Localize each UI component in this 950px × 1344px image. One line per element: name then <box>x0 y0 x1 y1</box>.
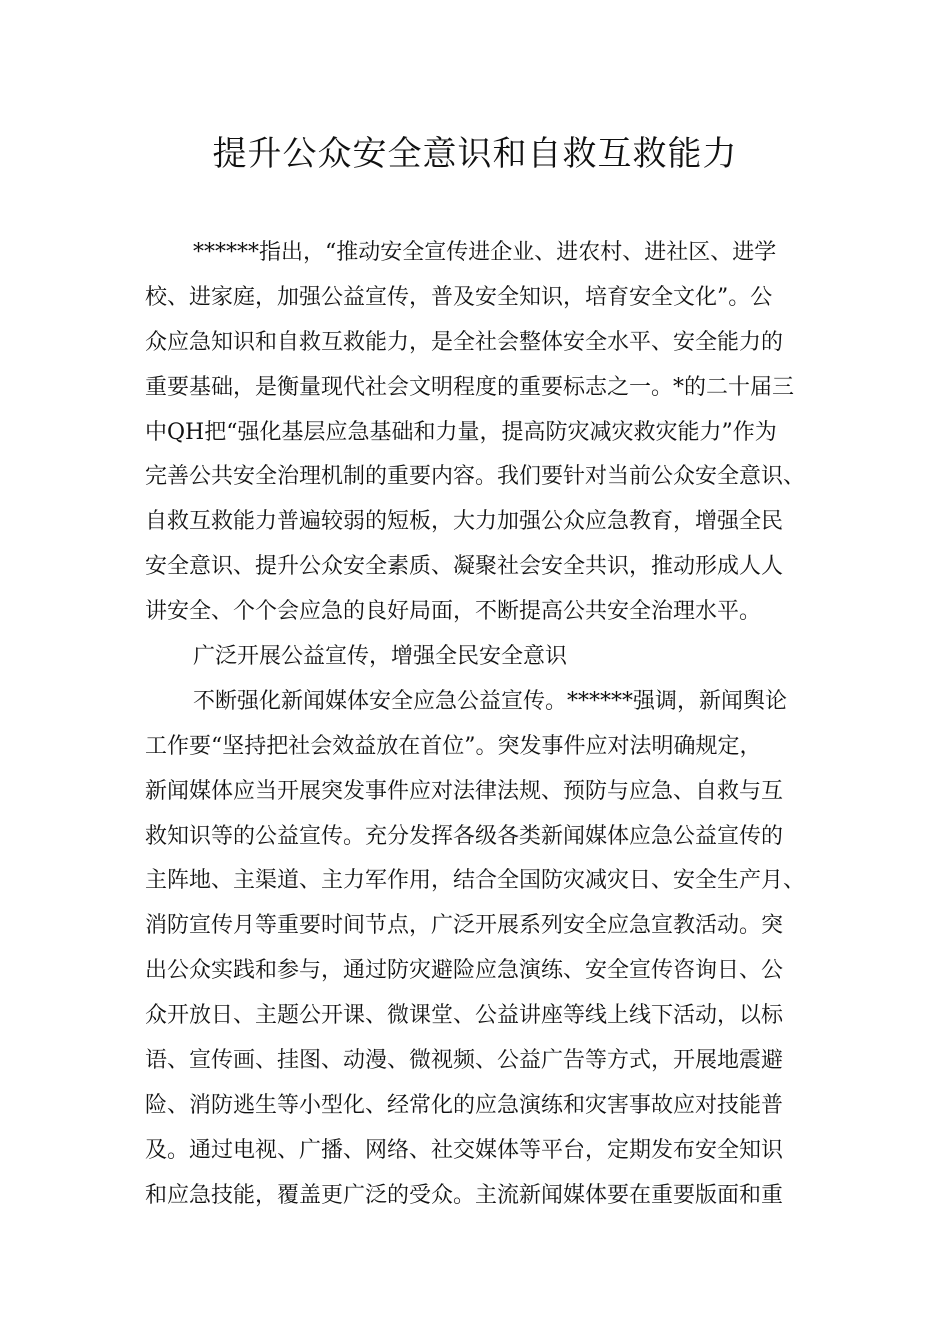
paragraph-line: 众应急知识和自救互救能力，是全社会整体安全水平、安全能力的 <box>145 329 784 355</box>
document-title: 提升公众安全意识和自救互救能力 <box>212 134 738 174</box>
paragraph-line: 不断强化新闻媒体安全应急公益宣传。******强调，新闻舆论 <box>193 688 788 714</box>
paragraph-line: 讲安全、个个会应急的良好局面，不断提高公共安全治理水平。 <box>145 599 762 625</box>
paragraph-line: 险、消防逃生等小型化、经常化的应急演练和灾害事故应对技能普 <box>145 1092 784 1118</box>
section-heading: 广泛开展公益宣传，增强全民安全意识 <box>193 644 568 670</box>
paragraph-line: 和应急技能，覆盖更广泛的受众。主流新闻媒体要在重要版面和重 <box>145 1182 784 1208</box>
paragraph-line: 工作要“坚持把社会效益放在首位”。突发事件应对法明确规定， <box>145 733 762 759</box>
paragraph-line: 及。通过电视、广播、网络、社交媒体等平台，定期发布安全知识 <box>145 1137 784 1163</box>
paragraph-line: 中QH把“强化基层应急基础和力量，提高防灾减灾救灾能力”作为 <box>145 419 777 445</box>
document-body <box>145 231 825 1219</box>
paragraph-line: ******指出，“推动安全宣传进企业、进农村、进社区、进学 <box>193 240 777 265</box>
paragraph-line: 完善公共安全治理机制的重要内容。我们要针对当前公众安全意识、 <box>145 464 806 490</box>
paragraph-line: 救知识等的公益宣传。充分发挥各级各类新闻媒体应急公益宣传的 <box>145 823 784 849</box>
paragraph-line: 语、宣传画、挂图、动漫、微视频、公益广告等方式，开展地震避 <box>145 1048 784 1074</box>
paragraph-line: 出公众实践和参与，通过防灾避险应急演练、安全宣传咨询日、公 <box>145 958 784 984</box>
paragraph-line: 校、进家庭，加强公益宣传，普及安全知识，培育安全文化”。公 <box>145 284 773 310</box>
paragraph-line: 消防宣传月等重要时间节点，广泛开展系列安全应急宣教活动。突 <box>145 913 784 939</box>
paragraph-line: 主阵地、主渠道、主力军作用，结合全国防灾减灾日、安全生产月、 <box>145 868 806 894</box>
paragraph-line: 自救互救能力普遍较弱的短板，大力加强公众应急教育，增强全民 <box>145 509 784 535</box>
paragraph-line: 新闻媒体应当开展突发事件应对法律法规、预防与应急、自救与互 <box>145 778 784 804</box>
paragraph-line: 重要基础，是衡量现代社会文明程度的重要标志之一。*的二十届三 <box>145 374 795 400</box>
paragraph-line: 众开放日、主题公开课、微课堂、公益讲座等线上线下活动，以标 <box>145 1003 784 1029</box>
paragraph-line: 安全意识、提升公众安全素质、凝聚社会安全共识，推动形成人人 <box>145 554 784 580</box>
